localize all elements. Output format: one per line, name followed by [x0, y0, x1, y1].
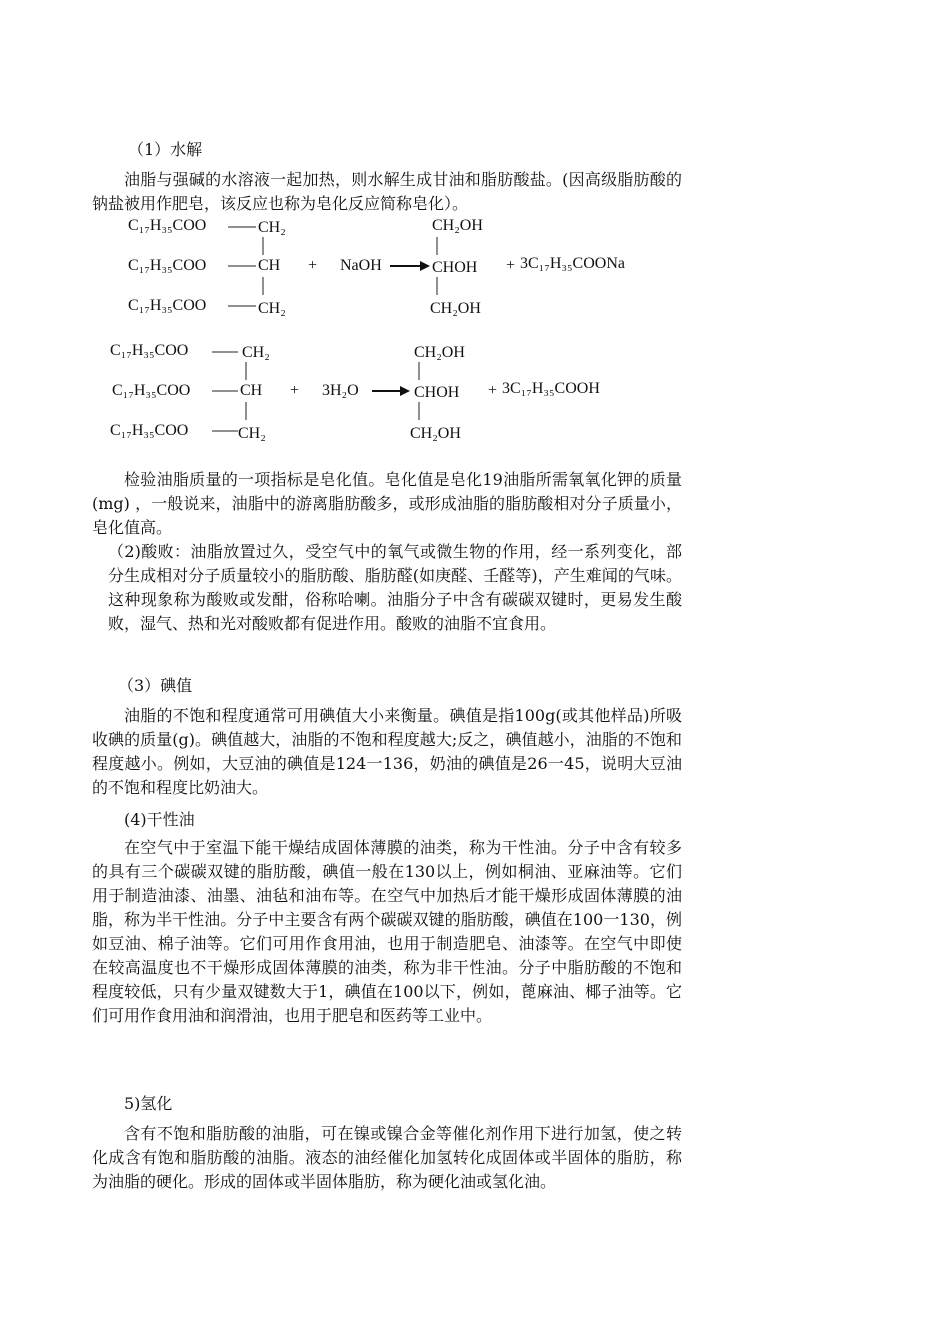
plus-sign: + — [488, 382, 498, 399]
product-ch2oh-bottom: CH₂OH — [430, 300, 481, 317]
heading-iodine-value: （3）碘值 — [118, 676, 193, 695]
para-drying-oil: 在空气中于室温下能干燥结成固体薄膜的油类，称为干性油。分子中含有较多的具有三个碳碳双键的脂肪酸，碘值一般在130以上，例如桐油、亚麻油等。它们用于制造油漆、油墨、油毡和油布等。在空气中加热后才能干燥形成固体薄膜的油脂，称为半干性油。分子中主要含有两个碳碳双键的脂肪酸，碘值在100一130，例如豆油、棉子油等。它们可用作食用油，也用于制造肥皂、油漆等。在空气中即使在较高温度也不干燥形成固体薄膜的油类，称为非干性油。分子中脂肪酸的不饱和程度较低，只有少量双键数大于1，碘值在100以下，例如，蓖麻油、椰子油等。它们可用作食用油和润滑油，也用于肥皂和医药等工业中。 — [92, 838, 682, 1025]
triglyceride-chain-2: C₁₇H₃₅COO — [112, 382, 191, 399]
plus-sign: + — [308, 257, 318, 274]
byproduct-sodium-stearate: 3C₁₇H₃₅COONa — [520, 255, 625, 272]
reaction-saponification — [128, 215, 688, 325]
reagent-naoh: NaOH — [340, 257, 382, 274]
triglyceride-chain-1: C₁₇H₃₅COO — [110, 342, 189, 359]
product-ch2oh-top: CH₂OH — [432, 217, 483, 234]
glycerol-ch-middle: CH — [258, 257, 281, 274]
glycerol-ch-middle: CH — [240, 382, 263, 399]
product-ch2oh-bottom: CH₂OH — [410, 425, 461, 442]
triglyceride-chain-3: C₁₇H₃₅COO — [128, 297, 207, 314]
heading-drying-oil: (4)干性油 — [124, 810, 195, 829]
heading-hydrogenation: 5)氢化 — [124, 1094, 173, 1113]
plus-sign: + — [506, 257, 516, 274]
triglyceride-chain-1: C₁₇H₃₅COO — [128, 217, 207, 234]
product-ch2oh-top: CH₂OH — [414, 344, 465, 361]
product-choh: CHOH — [414, 384, 460, 401]
triglyceride-chain-2: C₁₇H₃₅COO — [128, 257, 207, 274]
glycerol-ch2-bottom: CH₂ — [258, 300, 286, 317]
para-iodine-value: 油脂的不饱和程度通常可用碘值大小来衡量。碘值是指100g(或其他样品)所吸收碘的质量(g)。碘值越大，油脂的不饱和程度越大;反之，碘值越小，油脂的不饱和程度越小。例如，大豆油的碘值是124一136，奶油的碘值是26一45，说明大豆油的不饱和程度比奶油大。 — [92, 706, 682, 797]
product-choh: CHOH — [432, 259, 478, 276]
glycerol-ch2-top: CH₂ — [258, 219, 286, 236]
byproduct-stearic-acid: 3C₁₇H₃₅COOH — [502, 380, 600, 397]
reagent-water: 3H₂O — [322, 382, 359, 399]
glycerol-ch2-bottom: CH₂ — [238, 425, 266, 442]
para-hydrogenation: 含有不饱和脂肪酸的油脂，可在镍或镍合金等催化剂作用下进行加氢，使之转化成含有饱和脂肪酸的油脂。液态的油经催化加氢转化成固体或半固体的脂肪，称为油脂的硬化。形成的固体或半固体脂肪，称为硬化油或氢化油。 — [92, 1124, 682, 1191]
heading-hydrolysis: （1）水解 — [128, 140, 203, 159]
glycerol-ch2-top: CH₂ — [242, 344, 270, 361]
reaction-water-hydrolysis — [110, 340, 670, 450]
triglyceride-chain-3: C₁₇H₃₅COO — [110, 422, 189, 439]
para-hydrolysis: 油脂与强碱的水溶液一起加热，则水解生成甘油和脂肪酸盐。(因高级脂肪酸的钠盐被用作肥皂，该反应也称为皂化反应简称皂化）。 — [92, 170, 682, 213]
plus-sign: + — [290, 382, 300, 399]
para-saponification-value: 检验油脂质量的一项指标是皂化值。皂化值是皂化19油脂所需氧氧化钾的质量(mg) ，一般说来，油脂中的游离脂肪酸多，或形成油脂的脂肪酸相对分子质量小，皂化值高。 — [92, 470, 682, 537]
para-rancidity: （2)酸败：油脂放置过久，受空气中的氧气或微生物的作用，经一系列变化，部分生成相对分子质量较小的脂肪酸、脂肪醛(如庚醛、壬醛等)，产生难闻的气味。这种现象称为酸败或发酣，俗称哈喇。油脂分子中含有碳碳双键时，更易发生酸败，湿气、热和光对酸败都有促进作用。酸败的油脂不宜食用。 — [108, 542, 682, 633]
